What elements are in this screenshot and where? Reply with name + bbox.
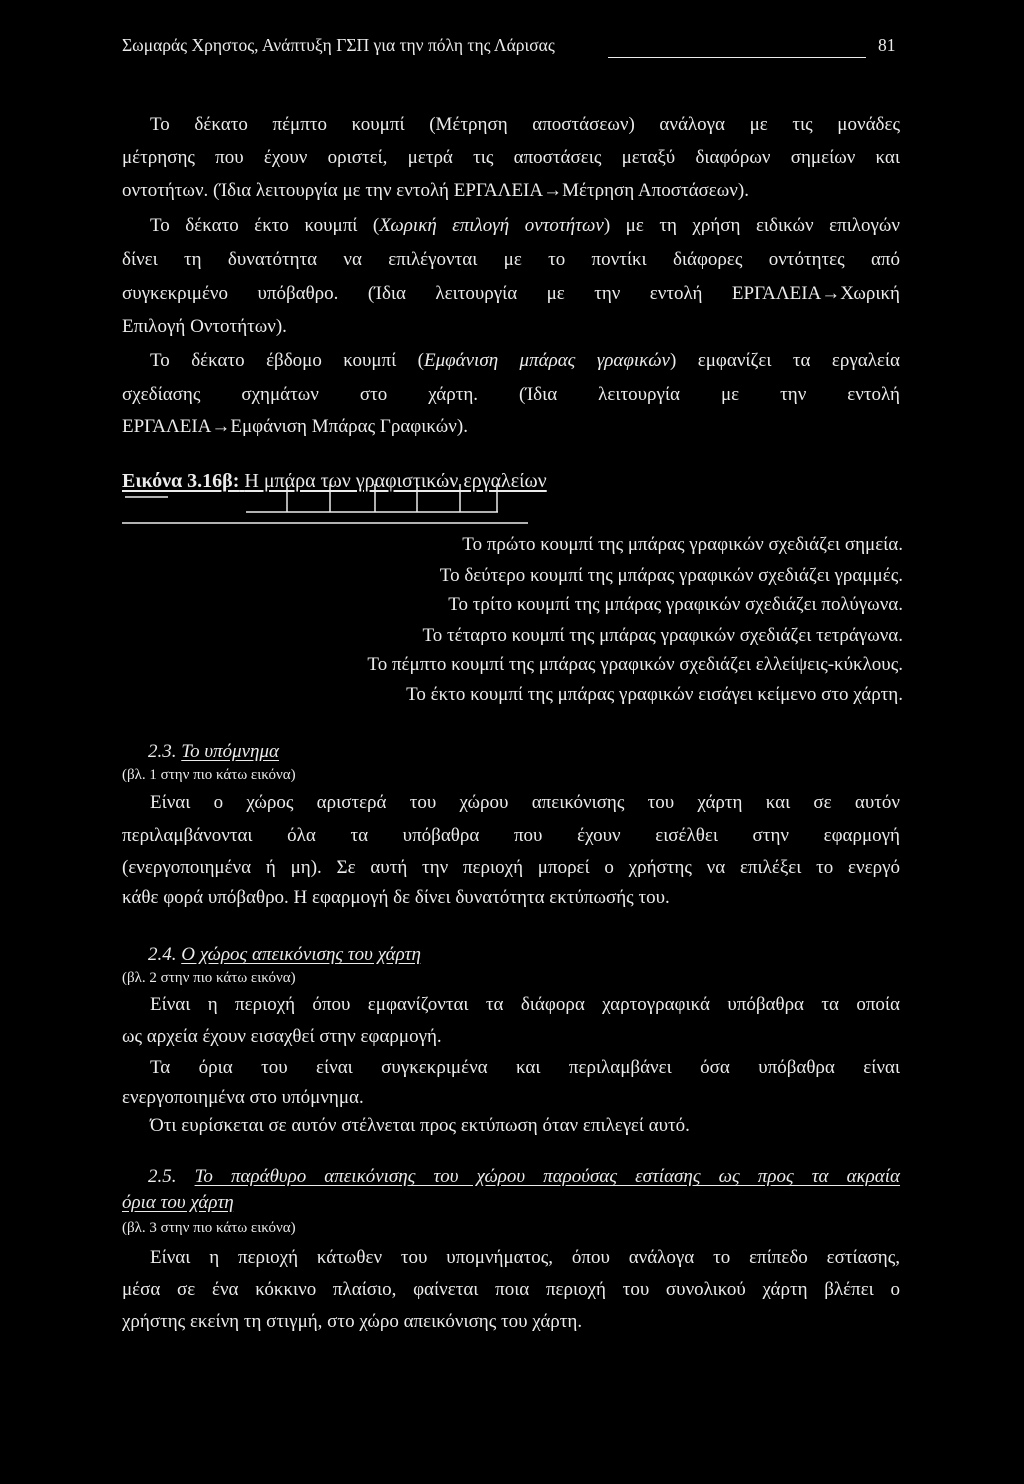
toolbar-button-description: Το πέμπτο κουμπί της μπάρας γραφικών σχεδιάζει ελλείψεις-κύκλους. xyxy=(367,654,903,675)
paragraph-line: ΕΡΓΑΛΕΙΑ→Εμφάνιση Μπάρας Γραφικών). xyxy=(122,416,468,437)
paragraph-line: Ότι ευρίσκεται σε αυτόν στέλνεται προς εκτύπωση όταν επιλεγεί αυτό. xyxy=(150,1115,690,1136)
paragraph-line: χρήστης εκείνη τη στιγμή, στο χώρο απεικόνισης του χάρτη. xyxy=(122,1311,583,1332)
paragraph-line xyxy=(150,214,900,238)
section-heading xyxy=(148,1165,900,1189)
paragraph-line: Είναι ο χώρος αριστερά του χώρου απεικόνισης του χάρτη και σε αυτόν xyxy=(150,792,900,813)
paragraph-line: Τα όρια του είναι συγκεκριμένα και περιλαμβάνει όσα υπόβαθρα είναι xyxy=(150,1057,900,1078)
running-title: Σωμαράς Χρηστος, Ανάπτυξη ΓΣΠ για την πόλη της Λάρισας xyxy=(122,35,555,55)
figure-caption-text: Η μπάρα των γραφιστικών εργαλείων xyxy=(244,470,547,492)
paragraph-line: Είναι η περιοχή κάτωθεν του υπομνήματος, όπου ανάλογα το επίπεδο εστίασης, xyxy=(150,1247,900,1268)
paragraph-line: Το δέκατο πέμπτο κουμπί (Μέτρηση αποστάσεων) ανάλογα με τις μονάδες xyxy=(150,114,900,135)
paragraph-line: ενεργοποιημένα στο υπόμνημα. xyxy=(122,1087,364,1108)
figure-reference: (βλ. 1 στην πιο κάτω εικόνα) xyxy=(122,767,296,783)
toolbar-button-description: Το τέταρτο κουμπί της μπάρας γραφικών σχεδιάζει τετράγωνα. xyxy=(422,625,903,646)
section-heading xyxy=(148,740,279,764)
figure-reference: (βλ. 2 στην πιο κάτω εικόνα) xyxy=(122,970,296,986)
toolbar-button-description: Το δεύτερο κουμπί της μπάρας γραφικών σχεδιάζει γραμμές. xyxy=(439,565,903,586)
section-title: Το παράθυρο απεικόνισης του χώρου παρούσας εστίασης ως προς τα ακραία xyxy=(194,1166,901,1187)
paragraph-line: κάθε φορά υπόβαθρο. Η εφαρμογή δε δίνει δυνατότητα εκτύπωσής του. xyxy=(122,887,670,908)
section-title-continued: όρια του χάρτη xyxy=(122,1192,234,1213)
paragraph-line: Επιλογή Οντοτήτων). xyxy=(122,316,287,337)
toolbar-button-description: Το έκτο κουμπί της μπάρας γραφικών εισάγει κείμενο στο χάρτη. xyxy=(406,684,903,705)
toolbar-button-description: Το τρίτο κουμπί της μπάρας γραφικών σχεδιάζει πολύγωνα. xyxy=(448,594,903,615)
toolbar-button-description: Το πρώτο κουμπί της μπάρας γραφικών σχεδιάζει σημεία. xyxy=(462,534,903,555)
section-heading xyxy=(148,943,421,967)
paragraph-line xyxy=(150,349,900,373)
paragraph-line: (ενεργοποιημένα ή μη). Σε αυτή την περιοχή μπορεί ο χρήστης να επιλέξει το ενεργό xyxy=(122,857,900,878)
paragraph-line: ως αρχεία έχουν εισαχθεί στην εφαρμογή. xyxy=(122,1026,442,1047)
emphasis-text: Εμφάνιση μπάρας γραφικών xyxy=(424,350,670,371)
section-number: 2.4. xyxy=(148,944,177,965)
section-number: 2.5. xyxy=(148,1166,177,1187)
paragraph-line: Είναι η περιοχή όπου εμφανίζονται τα διάφορα χαρτογραφικά υπόβαθρα τα οποία xyxy=(150,994,900,1015)
figure-reference: (βλ. 3 στην πιο κάτω εικόνα) xyxy=(122,1220,296,1236)
paragraph-line: μέτρησης που έχουν οριστεί, μετρά τις αποστάσεις μεταξύ διαφόρων σημείων και xyxy=(122,147,900,168)
paragraph-line: περιλαμβάνονται όλα τα υπόβαθρα που έχουν εισέλθει στην εφαρμογή xyxy=(122,825,900,846)
paragraph-line: συγκεκριμένο υπόβαθρο. (Ίδια λειτουργία με την εντολή ΕΡΓΑΛΕΙΑ→Χωρική xyxy=(122,283,900,304)
paragraph-line: δίνει τη δυνατότητα να επιλέγονται με το ποντίκι διάφορες οντότητες από xyxy=(122,249,900,270)
emphasis-text: Χωρική επιλογή οντοτήτων xyxy=(379,215,604,236)
text-run: Το δέκατο έβδομο κουμπί ( xyxy=(150,350,424,371)
paragraph-line: σχεδίασης σχημάτων στο χάρτη. (Ίδια λειτουργία με την εντολή xyxy=(122,384,900,405)
header-rule xyxy=(608,57,866,58)
text-run: ) με τη χρήση ειδικών επιλογών xyxy=(603,215,901,236)
text-run: Το δέκατο έκτο κουμπί ( xyxy=(150,215,380,236)
page-number: 81 xyxy=(878,35,896,55)
section-title: Ο χώρος απεικόνισης του χάρτη xyxy=(181,944,421,965)
paragraph-line: μέσα σε ένα κόκκινο πλαίσιο, φαίνεται ποια περιοχή του συνολικού χάρτη βλέπει ο xyxy=(122,1279,900,1300)
graphics-toolbar-figure xyxy=(120,480,540,530)
section-title: Το υπόμνημα xyxy=(181,741,279,762)
paragraph-line: οντοτήτων. (Ίδια λειτουργία με την εντολή ΕΡΓΑΛΕΙΑ→Μέτρηση Αποστάσεων). xyxy=(122,180,749,201)
figure-label: Εικόνα 3.16β: xyxy=(122,470,240,492)
section-number: 2.3. xyxy=(148,741,177,762)
text-run: ) εμφανίζει τα εργαλεία xyxy=(670,350,901,371)
